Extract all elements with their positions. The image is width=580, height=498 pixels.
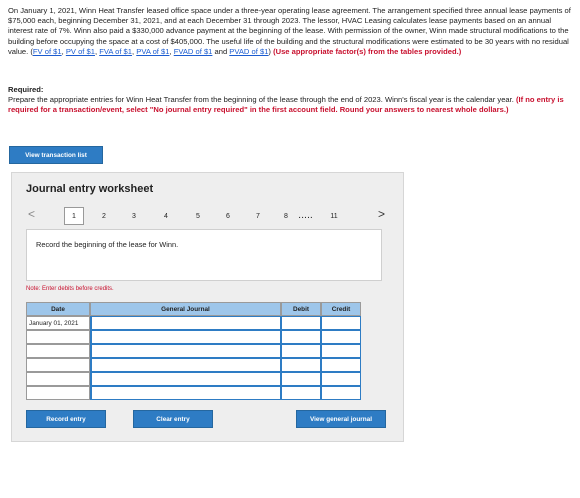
table-row xyxy=(26,344,366,358)
journal-table xyxy=(26,302,366,400)
worksheet-title: Journal entry worksheet xyxy=(26,183,154,195)
account-input[interactable] xyxy=(90,386,281,400)
view-transaction-list-button[interactable]: View transaction list xyxy=(9,146,103,164)
journal-header-row xyxy=(26,302,366,316)
required-header: Required: xyxy=(8,85,44,94)
table-row xyxy=(26,330,366,344)
header-credit: Credit xyxy=(321,302,361,316)
date-cell xyxy=(26,386,90,400)
link-pv[interactable]: PV of $1 xyxy=(65,46,95,56)
date-cell: January 01, 2021 xyxy=(26,316,90,330)
table-row xyxy=(26,358,366,372)
tab-5[interactable]: 5 xyxy=(196,212,200,220)
header-debit: Debit xyxy=(281,302,321,316)
tab-8[interactable]: 8 xyxy=(284,212,288,220)
separator: , xyxy=(132,46,137,56)
required-text: Prepare the appropriate entries for Winn Heat Transfer from the beginning of the lease through the end of 2023. Winn's fiscal year is the calendar year. xyxy=(8,95,516,105)
header-general-journal: General Journal xyxy=(90,302,281,316)
separator: and xyxy=(212,46,230,56)
instruction-box xyxy=(26,229,382,281)
link-pva[interactable]: PVA of $1 xyxy=(136,46,170,56)
credit-input[interactable] xyxy=(321,316,361,330)
problem-text: On January 1, 2021, Winn Heat Transfer leased office space under a three-year operating lease agreement. The arrangement specified three annual lease payments of $75,000 each, beginning December 31, 2021, and at each December 31 through 2023. The lessor, HVAC Leasing calculates lease payments based on an annual interest rate of 7%. Winn also paid a $330,000 advance payment at the beginning of the lease. With permission of the owner, Winn made structural modifications to the building before occupying the space at a cost of $405,000. The useful life of the building and the structural modifications were estimated to be 30 years with no residual value. ( xyxy=(8,6,571,56)
account-input[interactable] xyxy=(90,344,281,358)
account-input[interactable] xyxy=(90,358,281,372)
credit-input[interactable] xyxy=(321,358,361,372)
tab-3[interactable]: 3 xyxy=(132,212,136,220)
separator: , xyxy=(169,46,174,56)
date-cell xyxy=(26,344,90,358)
journal-entry-worksheet xyxy=(11,172,404,442)
separator: ) xyxy=(268,46,274,56)
credit-input[interactable] xyxy=(321,344,361,358)
tab-2[interactable]: 2 xyxy=(102,212,106,220)
credit-input[interactable] xyxy=(321,372,361,386)
factor-instruction: (Use appropriate factor(s) from the tables provided.) xyxy=(273,46,462,56)
instruction-text: Record the beginning of the lease for Winn. xyxy=(36,240,179,249)
problem-statement xyxy=(8,6,572,57)
account-input[interactable] xyxy=(90,330,281,344)
debit-input[interactable] xyxy=(281,316,321,330)
link-fva[interactable]: FVA of $1 xyxy=(99,46,133,56)
tab-11[interactable]: 11 xyxy=(330,212,338,220)
debit-input[interactable] xyxy=(281,344,321,358)
table-row xyxy=(26,316,366,330)
required-instruction: (If no entry is required for a transaction/event, select "No journal entry required" in the first account field. Round your answers to nearest whole dollars.) xyxy=(8,95,564,115)
debit-input[interactable] xyxy=(281,372,321,386)
note-text: Note: Enter debits before credits. xyxy=(26,286,114,292)
tab-ellipsis: ..... xyxy=(298,212,314,220)
debit-input[interactable] xyxy=(281,386,321,400)
separator: , xyxy=(61,46,66,56)
chevron-right-icon[interactable]: > xyxy=(378,207,386,221)
date-cell xyxy=(26,358,90,372)
tab-7[interactable]: 7 xyxy=(256,212,260,220)
credit-input[interactable] xyxy=(321,330,361,344)
header-date: Date xyxy=(26,302,90,316)
account-input[interactable] xyxy=(90,316,281,330)
table-row xyxy=(26,386,366,400)
chevron-left-icon[interactable]: < xyxy=(28,207,36,221)
debit-input[interactable] xyxy=(281,330,321,344)
date-cell xyxy=(26,330,90,344)
link-pvad[interactable]: PVAD of $1 xyxy=(229,46,269,56)
clear-entry-button[interactable]: Clear entry xyxy=(133,410,213,428)
record-entry-button[interactable]: Record entry xyxy=(26,410,106,428)
debit-input[interactable] xyxy=(281,358,321,372)
tab-1[interactable]: 1 xyxy=(64,207,84,225)
table-row xyxy=(26,372,366,386)
tab-4[interactable]: 4 xyxy=(164,212,168,220)
link-fv[interactable]: FV of $1 xyxy=(32,46,62,56)
tab-6[interactable]: 6 xyxy=(226,212,230,220)
link-fvad[interactable]: FVAD of $1 xyxy=(173,46,213,56)
worksheet-tabs xyxy=(48,207,368,225)
view-general-journal-button[interactable]: View general journal xyxy=(296,410,386,428)
credit-input[interactable] xyxy=(321,386,361,400)
required-section xyxy=(8,85,572,116)
account-input[interactable] xyxy=(90,372,281,386)
date-cell xyxy=(26,372,90,386)
separator: , xyxy=(94,46,100,56)
